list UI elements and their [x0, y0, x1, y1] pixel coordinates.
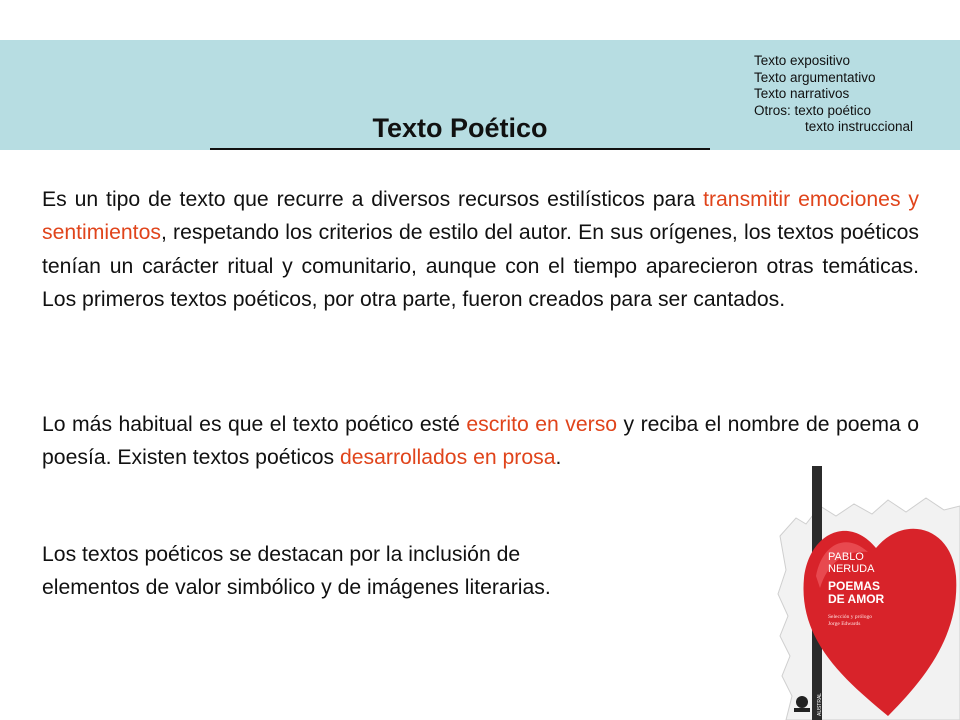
cover-author: PABLO [828, 551, 864, 563]
cover-publisher: AUSTRAL [817, 692, 823, 716]
cover-title: POEMAS [828, 579, 881, 593]
highlight-text: transmitir emociones y sentimientos [42, 188, 920, 245]
publisher-logo-icon [796, 696, 808, 708]
page-title: Texto Poético [210, 108, 710, 150]
highlight-text: desarrollados en prosa [339, 446, 556, 470]
text-type-item: Texto expositivo [754, 53, 851, 68]
text-type-item: Texto narrativos [754, 86, 850, 101]
text-type-item: Otros: texto poético [754, 102, 872, 118]
text-type-item: Texto argumentativo [754, 69, 876, 85]
cover-author: NERUDA [828, 563, 875, 575]
cover-title: DE AMOR [828, 592, 885, 606]
text-span: y reciba el nombre de poema o poesía. Existen textos poéticos [42, 413, 919, 470]
text-span: , respetando los criterios de estilo del autor. En sus orígenes, los textos poéticos tenían un carácter ritual y comunitario, aunque con el tiempo aparecieron otras temáticas. Los primeros textos poéticos, por otra parte, fueron creados para ser cantados. [42, 221, 919, 312]
text-type-item: texto instruccional [805, 119, 914, 134]
paragraph-definition [42, 183, 919, 317]
text-span: Lo más habitual es que el texto poético esté [42, 413, 467, 436]
text-span: Es un tipo de texto que recurre a diversos recursos estilísticos para [42, 188, 704, 211]
highlight-text: escrito en verso [466, 413, 618, 436]
paragraph-form [42, 408, 919, 475]
cover-editor: Jorge Edwards [828, 621, 861, 627]
text-line: Los textos poéticos se destacan por la inclusión de [42, 543, 521, 566]
text-types-list [754, 53, 913, 136]
text-span: . [555, 446, 562, 470]
book-cover-image [776, 466, 960, 720]
cover-subtitle: Selección y prólogo [828, 614, 872, 620]
paragraph-symbolic [42, 538, 742, 605]
text-line: elementos de valor simbólico y de imágenes literarias. [42, 576, 551, 600]
